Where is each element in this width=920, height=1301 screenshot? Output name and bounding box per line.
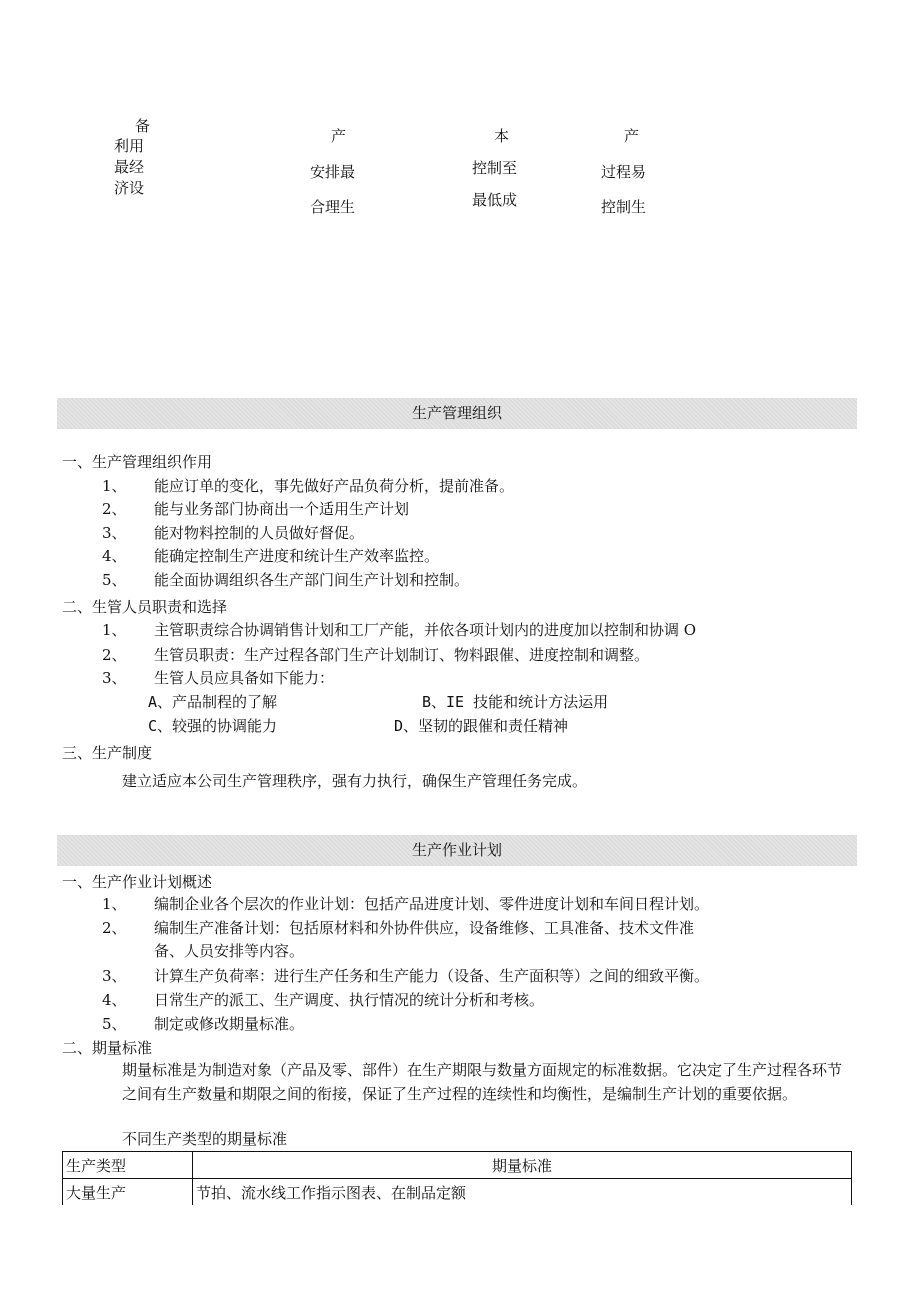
heading-org-role: 一、生产管理组织作用 <box>62 453 213 471</box>
item-number: 3、 <box>102 524 127 542</box>
heading-period-standard: 二、期量标准 <box>62 1039 153 1057</box>
fragment-text: 备 <box>135 117 151 135</box>
list-item: 生管员职责：生产过程各部门生产计划制订、物料跟催、进度控制和调整。 <box>154 646 650 664</box>
item-number: 5、 <box>102 571 127 589</box>
fragment-text: 安排最 <box>310 163 356 181</box>
item-number: 4、 <box>102 547 127 565</box>
item-number: 1、 <box>102 895 127 913</box>
list-item: 生管人员应具备如下能力： <box>154 669 335 687</box>
table-cell: 节拍、流水线工作指示图表、在制品定额 <box>193 1179 852 1206</box>
item-number: 2、 <box>102 646 127 664</box>
table-header-row <box>63 1152 852 1179</box>
list-item: 编制企业各个层次的作业计划：包括产品进度计划、零件进度计划和车间日程计划。 <box>154 895 710 913</box>
list-item: 能确定控制生产进度和统计生产效率监控。 <box>154 547 440 565</box>
item-number: 5、 <box>102 1015 127 1033</box>
item-number: 4、 <box>102 991 127 1009</box>
list-item: 日常生产的派工、生产调度、执行情况的统计分析和考核。 <box>154 991 545 1009</box>
item-number: 1、 <box>102 621 127 639</box>
ability-d: D、坚韧的跟催和责任精神 <box>394 717 569 735</box>
ability-a: A、产品制程的了解 <box>148 693 278 711</box>
table-header-cell: 期量标准 <box>193 1152 852 1179</box>
table-header-cell: 生产类型 <box>63 1152 193 1179</box>
fragment-text: 本 <box>494 127 510 145</box>
item-number: 1、 <box>102 477 127 495</box>
list-item-continuation: 备、人员安排等内容。 <box>154 942 305 960</box>
list-item: 能对物料控制的人员做好督促。 <box>154 524 365 542</box>
heading-production-system: 三、生产制度 <box>62 744 153 762</box>
ability-c: C、较强的协调能力 <box>148 717 278 735</box>
fragment-text: 合理生 <box>310 198 356 216</box>
list-item: 能全面协调组织各生产部门间生产计划和控制。 <box>154 571 470 589</box>
fragment-text: 控制至 <box>472 159 518 177</box>
item-number: 3、 <box>102 967 127 985</box>
fragment-text: 控制生 <box>601 198 647 216</box>
list-item: 能与业务部门协商出一个适用生产计划 <box>154 500 410 518</box>
fragment-text: 济设 <box>114 179 145 197</box>
section-title-bar: 生产作业计划 <box>57 835 857 866</box>
list-item: 主管职责综合协调销售计划和工厂产能，并依各项计划内的进度加以控制和协调 O <box>154 621 697 639</box>
period-standard-table <box>62 1151 852 1205</box>
fragment-text: 最低成 <box>472 191 518 209</box>
ability-b: B、IE 技能和统计方法运用 <box>422 693 609 711</box>
table-row <box>63 1179 852 1206</box>
table-cell: 大量生产 <box>63 1179 193 1206</box>
fragment-text: 利用 <box>114 137 145 155</box>
list-item: 编制生产准备计划：包括原材料和外协件供应，设备维修、工具准备、技术文件准 <box>154 919 695 937</box>
list-item: 计算生产负荷率：进行生产任务和生产能力（设备、生产面积等）之间的细致平衡。 <box>154 967 710 985</box>
fragment-text: 产 <box>331 127 347 145</box>
system-text: 建立适应本公司生产管理秩序，强有力执行，确保生产管理任务完成。 <box>122 772 588 790</box>
period-paragraph: 期量标准是为制造对象（产品及零、部件）在生产期限与数量方面规定的标准数据。它决定了生产过程各环节之间有生产数量和期限之间的衔接，保证了生产过程的连续性和均衡性，是编制生产计划的重要依据。 <box>122 1061 843 1103</box>
fragment-text: 过程易 <box>601 163 647 181</box>
item-number: 3、 <box>102 669 127 687</box>
heading-staff-duties: 二、生管人员职责和选择 <box>62 598 228 616</box>
fragment-text: 产 <box>624 127 640 145</box>
list-item: 制定或修改期量标准。 <box>154 1015 305 1033</box>
item-number: 2、 <box>102 919 127 937</box>
list-item: 能应订单的变化，事先做好产品负荷分析，提前准备。 <box>154 477 515 495</box>
section-title-bar: 生产管理组织 <box>57 398 857 429</box>
item-number: 2、 <box>102 500 127 518</box>
heading-plan-overview: 一、生产作业计划概述 <box>62 873 213 891</box>
fragment-text: 最经 <box>114 158 145 176</box>
table-caption: 不同生产类型的期量标准 <box>122 1130 288 1148</box>
